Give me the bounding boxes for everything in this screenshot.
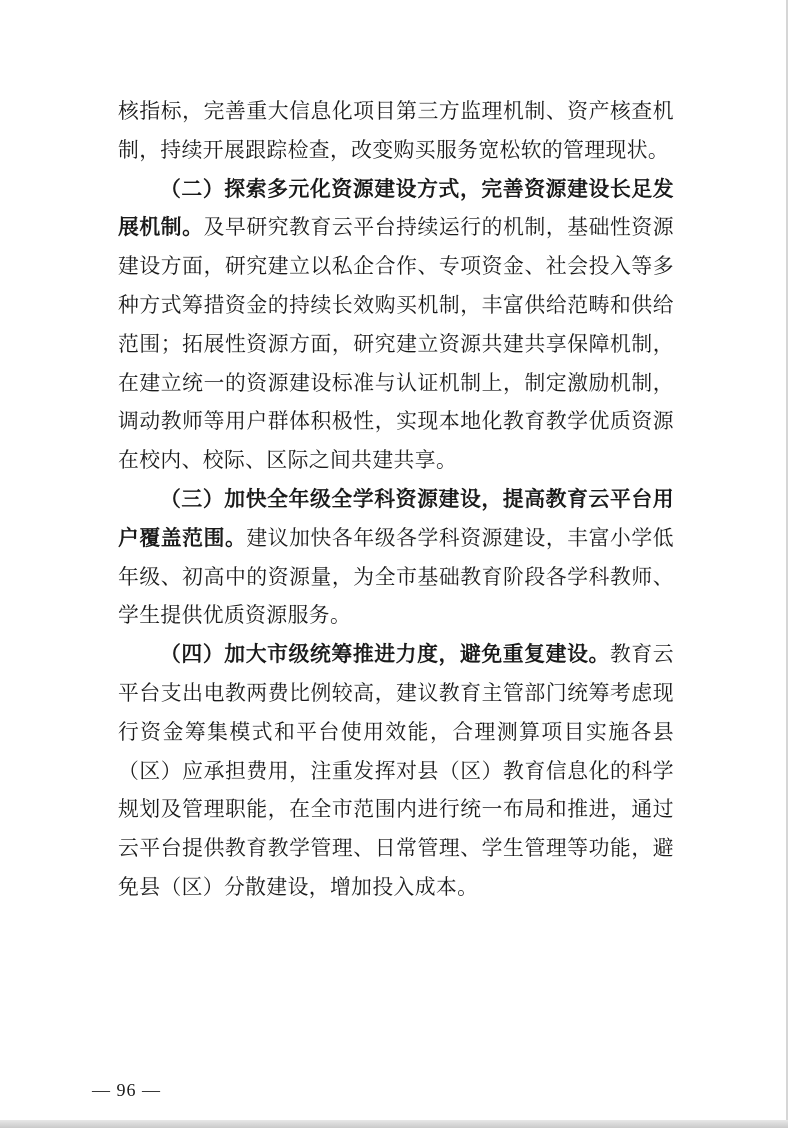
paragraph-text: 核指标，完善重大信息化项目第三方监理机制、资产核查机制，持续开展跟踪检查，改变购买服务宽松软的管理现状。 — [118, 99, 674, 162]
paragraph-text: 建议加快各年级各学科资源建设，丰富小学低年级、初高中的资源量，为全市基础教育阶段各学科教师、学生提供优质资源服务。 — [118, 525, 674, 628]
section-heading: （三）加快全年级全学科资源建设，提高教育云平台用户覆盖范围。 — [118, 485, 674, 550]
paragraph-text: 及早研究教育云平台持续运行的机制，基础性资源建设方面，研究建立以私企合作、专项资金、社会投入等多种方式筹措资金的持续长效购买机制，丰富供给范畴和供给范围；拓展性资源方面，研究建立资源共建共享保障机制，在建立统一的资源建设标准与认证机制上，制定激励机制，调动教师等用户群体积极性，实现本地化教育教学优质资源在校内、校际、区际之间共建共享。 — [118, 215, 674, 473]
paragraph-continuation — [118, 92, 674, 170]
page-number: — 96 — — [92, 1080, 161, 1100]
section-heading: （四）加大市级统筹推进力度，避免重复建设。 — [160, 641, 610, 667]
paragraph-section-3 — [118, 480, 674, 635]
section-heading: （二）探索多元化资源建设方式，完善资源建设长足发展机制。 — [118, 175, 674, 240]
body-text — [118, 92, 674, 907]
paragraph-section-2 — [118, 170, 674, 480]
viewer-bottom-bar — [0, 1120, 788, 1128]
paragraph-text: 教育云平台支出电教两费比例较高，建议教育主管部门统筹考虑现行资金筹集模式和平台使用效能，合理测算项目实施各县（区）应承担费用，注重发挥对县（区）教育信息化的科学规划及管理职能，在全市范围内进行统一布局和推进，通过云平台提供教育教学管理、日常管理、学生管理等功能，避免县（区）分散建设，增加投入成本。 — [118, 642, 675, 899]
paragraph-section-4 — [118, 635, 674, 907]
